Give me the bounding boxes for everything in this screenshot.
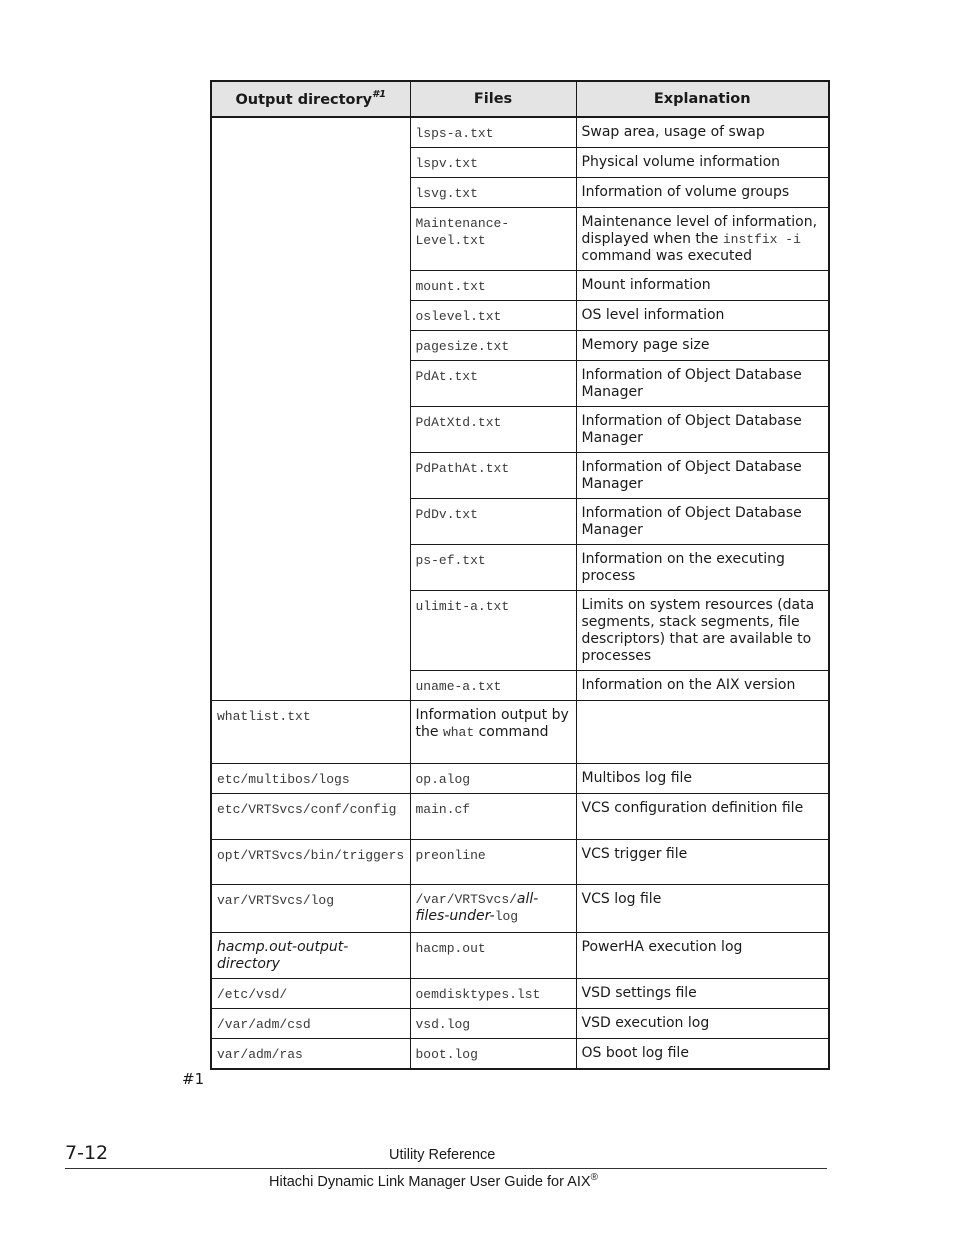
explanation-cell: Information of Object Database Manager	[576, 361, 829, 407]
file-cell: op.alog	[410, 764, 576, 794]
file-cell: mount.txt	[410, 271, 576, 301]
explanation-cell: Limits on system resources (data segments, stack segments, file descriptors) that are available to processes	[576, 591, 829, 671]
explanation-cell: VSD execution log	[576, 1009, 829, 1039]
directory-cell: /var/adm/csd	[211, 1009, 410, 1039]
file-cell: uname-a.txt	[410, 671, 576, 701]
table-row	[211, 840, 829, 885]
file-cell: Information output by the what command	[410, 701, 576, 764]
file-cell: /var/VRTSvcs/all-files-under-log	[410, 885, 576, 933]
table-row	[211, 1009, 829, 1039]
file-cell: PdDv.txt	[410, 499, 576, 545]
file-cell: ulimit-a.txt	[410, 591, 576, 671]
explanation-cell: Information on the executing process	[576, 545, 829, 591]
explanation-cell: VCS trigger file	[576, 840, 829, 885]
header-output-directory: Output directory$^{\#1}$	[211, 81, 410, 117]
chapter-title: Utility Reference	[389, 1147, 496, 1163]
table-row	[211, 933, 829, 979]
explanation-cell: OS boot log file	[576, 1039, 829, 1070]
book-title: Hitachi Dynamic Link Manager User Guide for AIX®	[269, 1172, 598, 1190]
directory-cell: whatlist.txt	[211, 701, 410, 764]
explanation-cell: Information on the AIX version	[576, 671, 829, 701]
table-row	[211, 885, 829, 933]
file-cell: lsps-a.txt	[410, 117, 576, 148]
explanation-cell: VCS log file	[576, 885, 829, 933]
directory-cell: /etc/vsd/	[211, 979, 410, 1009]
file-cell: ps-ef.txt	[410, 545, 576, 591]
page-number: 7-12	[65, 1142, 109, 1164]
file-cell: oemdisktypes.lst	[410, 979, 576, 1009]
file-cell: main.cf	[410, 794, 576, 840]
explanation-cell: Swap area, usage of swap	[576, 117, 829, 148]
directory-cell: var/adm/ras	[211, 1039, 410, 1070]
file-cell: Maintenance-Level.txt	[410, 208, 576, 271]
explanation-cell: Physical volume information	[576, 148, 829, 178]
directory-cell: hacmp.out-output-directory	[211, 933, 410, 979]
table-header-row	[211, 81, 829, 117]
footer-divider	[65, 1168, 827, 1169]
file-cell: PdAtXtd.txt	[410, 407, 576, 453]
file-cell: preonline	[410, 840, 576, 885]
footnote: #1	[182, 1070, 205, 1088]
explanation-cell: Memory page size	[576, 331, 829, 361]
directory-cell: etc/multibos/logs	[211, 764, 410, 794]
explanation-cell: Maintenance level of information, displayed when the instfix -i command was executed	[576, 208, 829, 271]
explanation-cell: Information of Object Database Manager	[576, 499, 829, 545]
file-cell: PdAt.txt	[410, 361, 576, 407]
explanation-cell: VCS configuration definition file	[576, 794, 829, 840]
explanation-cell: Mount information	[576, 271, 829, 301]
inline-command: what	[442, 725, 475, 740]
file-cell: PdPathAt.txt	[410, 453, 576, 499]
explanation-cell	[576, 701, 829, 764]
table-row	[211, 1039, 829, 1070]
table-row	[211, 979, 829, 1009]
file-cell: lspv.txt	[410, 148, 576, 178]
file-cell: lsvg.txt	[410, 178, 576, 208]
table-row	[211, 117, 829, 148]
explanation-cell: Information of volume groups	[576, 178, 829, 208]
header-explanation: Explanation	[576, 81, 829, 117]
footnote-marker: #1	[372, 89, 387, 101]
directory-cell: etc/VRTSvcs/conf/config	[211, 794, 410, 840]
explanation-cell: Information of Object Database Manager	[576, 407, 829, 453]
registered-mark: ®	[590, 1172, 598, 1183]
table-row	[211, 701, 829, 764]
file-cell: oslevel.txt	[410, 301, 576, 331]
explanation-cell: OS level information	[576, 301, 829, 331]
file-cell: boot.log	[410, 1039, 576, 1070]
explanation-cell: VSD settings file	[576, 979, 829, 1009]
file-cell: vsd.log	[410, 1009, 576, 1039]
output-files-table	[210, 80, 830, 1070]
table-row	[211, 794, 829, 840]
directory-cell: var/VRTSvcs/log	[211, 885, 410, 933]
explanation-cell: Multibos log file	[576, 764, 829, 794]
file-cell: pagesize.txt	[410, 331, 576, 361]
directory-cell: opt/VRTSvcs/bin/triggers	[211, 840, 410, 885]
inline-command: instfix -i	[722, 232, 801, 247]
header-files: Files	[410, 81, 576, 117]
table-row	[211, 764, 829, 794]
explanation-cell: PowerHA execution log	[576, 933, 829, 979]
continued-directory-cell	[211, 117, 410, 701]
file-cell: hacmp.out	[410, 933, 576, 979]
explanation-cell: Information of Object Database Manager	[576, 453, 829, 499]
